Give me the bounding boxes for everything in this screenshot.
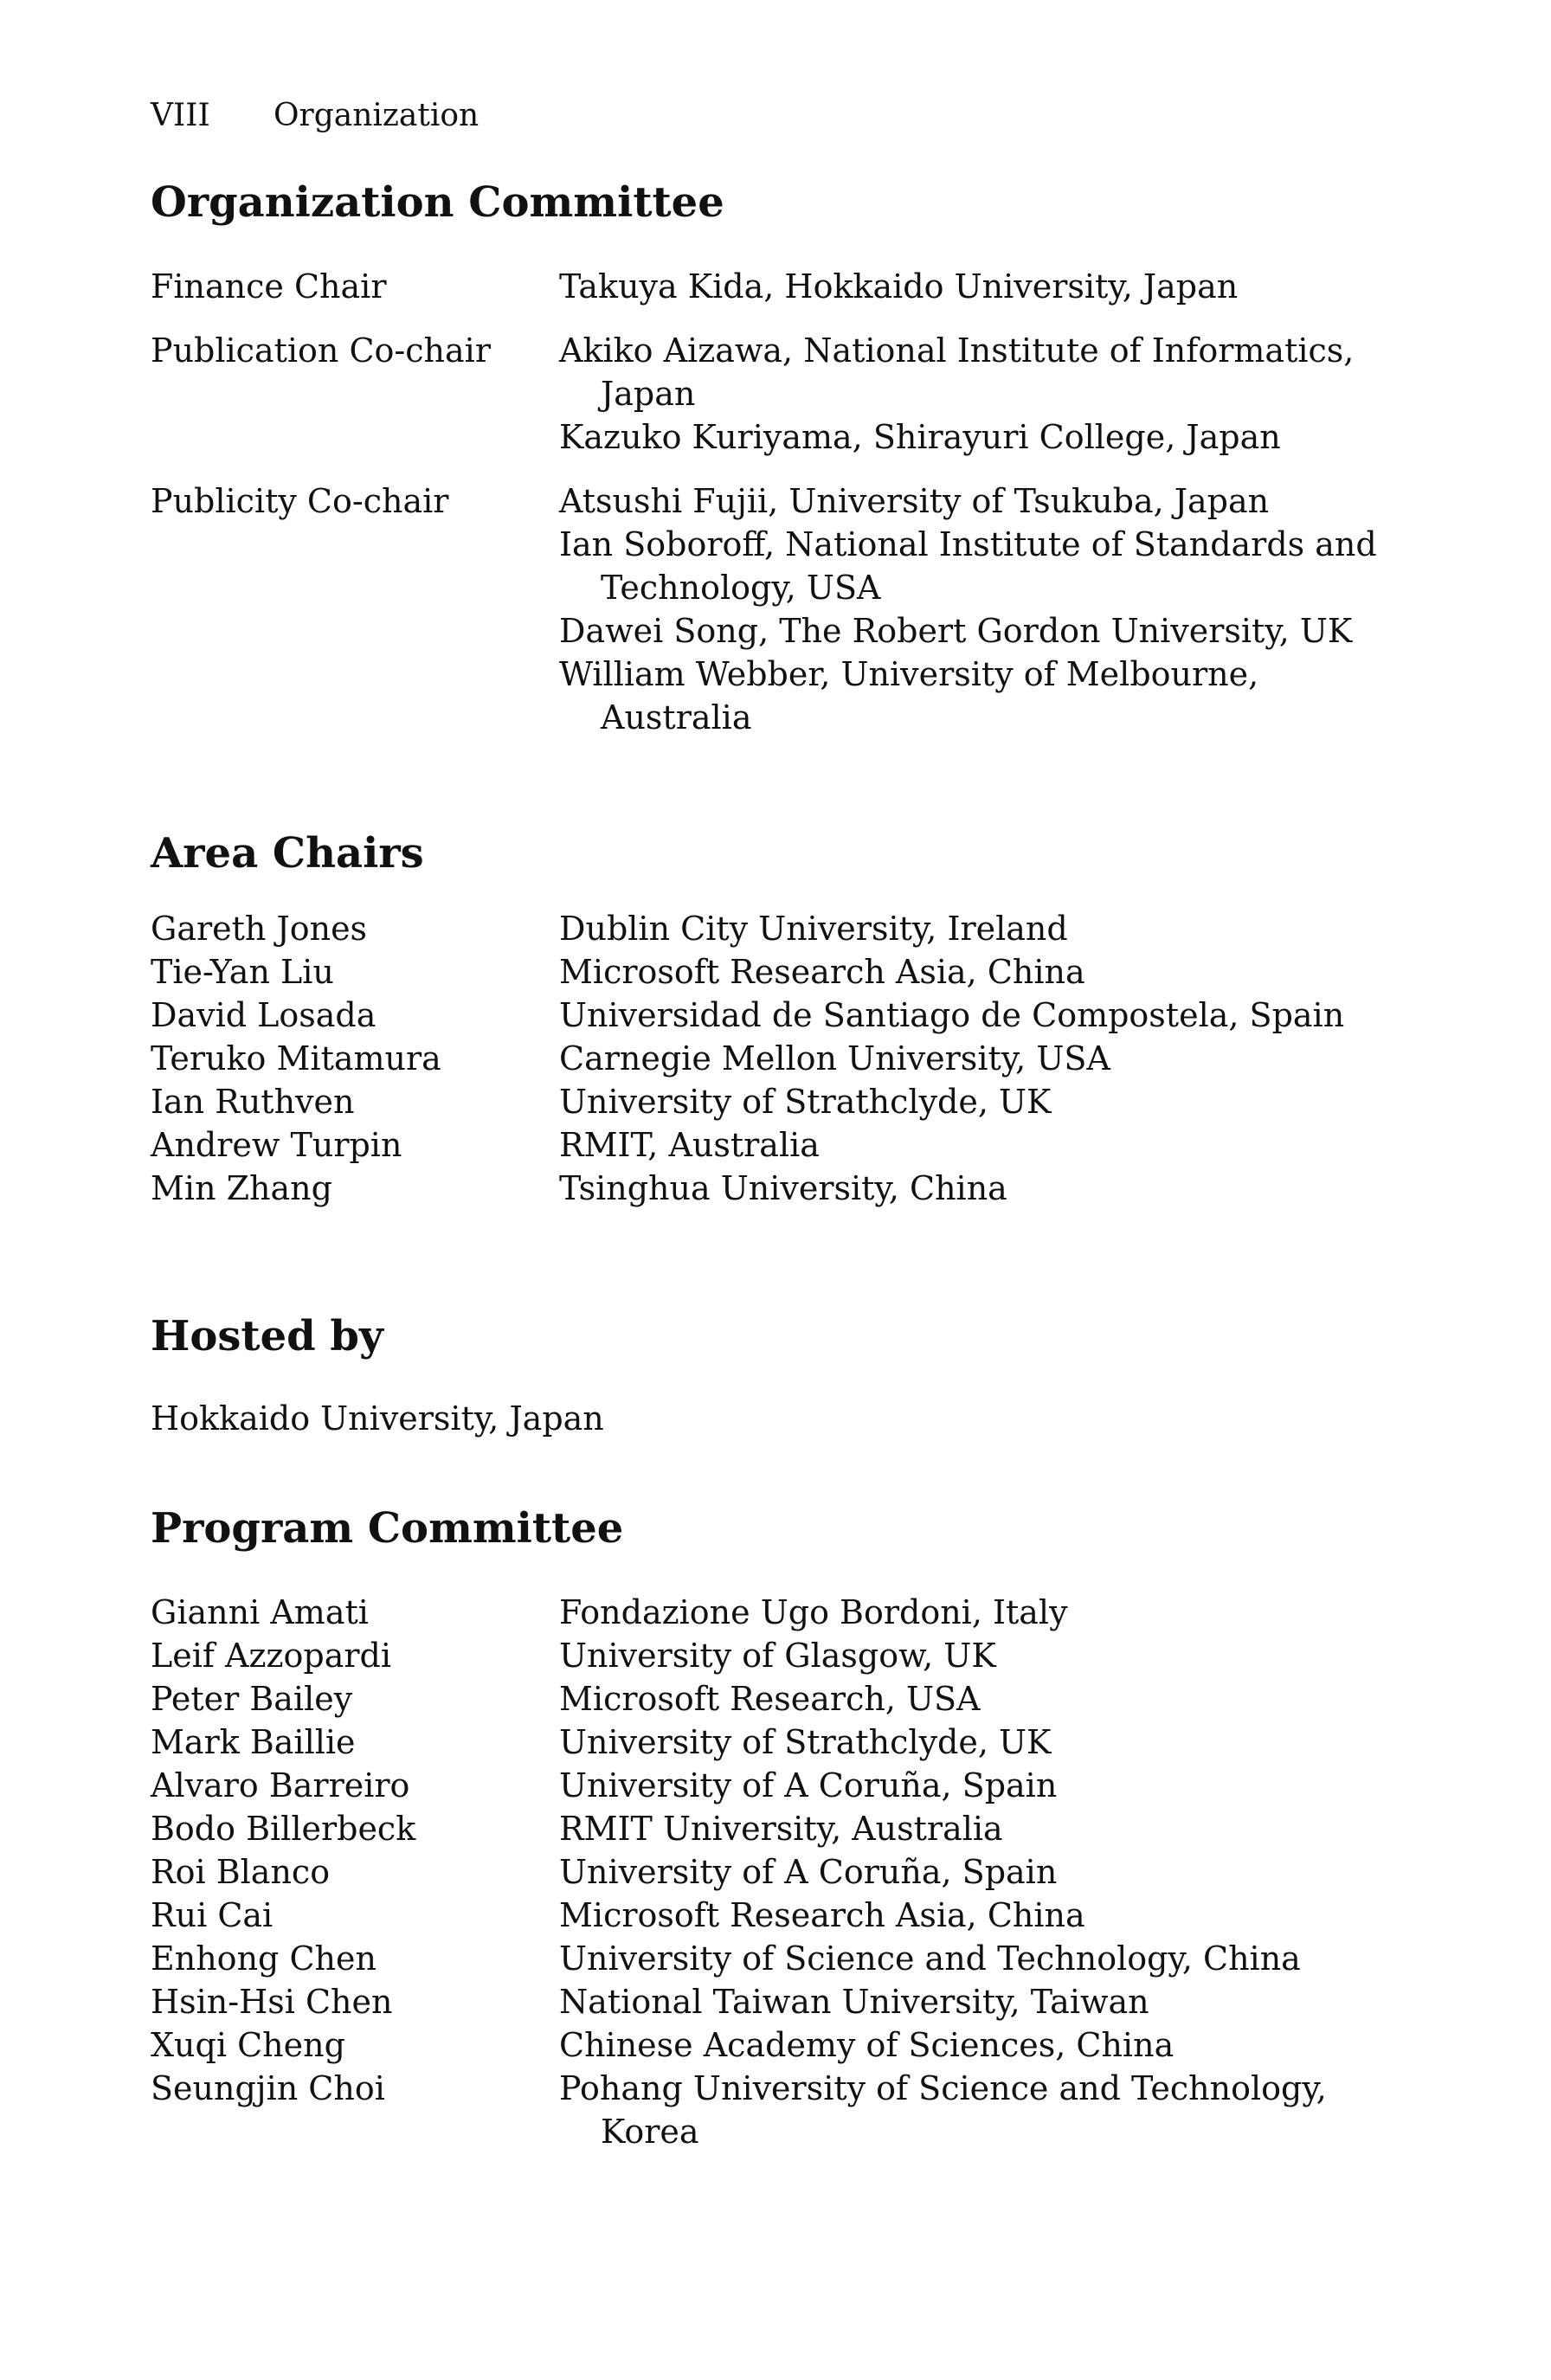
area-chairs-list (151, 907, 1380, 1210)
member-name: Mark Baillie (151, 1723, 356, 1761)
member-name: Peter Bailey (151, 1680, 353, 1718)
list-item (151, 994, 1380, 1037)
member-name: Rui Cai (151, 1896, 274, 1934)
member-affiliation: Microsoft Research, USA (559, 1680, 981, 1718)
chair-name: Min Zhang (151, 1169, 332, 1207)
chair-name: Ian Ruthven (151, 1083, 355, 1121)
member-affiliation: University of Strathclyde, UK (559, 1723, 1052, 1761)
member-name: Hsin-Hsi Chen (151, 1983, 393, 2021)
list-item (151, 1123, 1380, 1167)
list-item (151, 1980, 1380, 2023)
member-affiliation: University of Glasgow, UK (559, 1637, 996, 1675)
chair-affiliation: University of Strathclyde, UK (559, 1083, 1052, 1121)
list-item (151, 1591, 1380, 1634)
member-name: Xuqi Cheng (151, 2026, 345, 2064)
member-affiliation: University of A Coruña, Spain (559, 1853, 1058, 1891)
member-affiliation: RMIT University, Australia (559, 1810, 1003, 1848)
list-item (151, 1167, 1380, 1210)
list-item (151, 1894, 1380, 1937)
list-item (151, 950, 1380, 994)
member-entry: Takuya Kida, Hokkaido University, Japan (559, 267, 1239, 306)
committee-role-row (151, 265, 1380, 308)
role-label: Publication Co-chair (151, 331, 491, 370)
member-affiliation: University of A Coruña, Spain (559, 1766, 1058, 1804)
list-item (151, 1764, 1380, 1807)
hosted-by-heading: Hosted by (151, 1312, 383, 1360)
member-entry: Dawei Song, The Robert Gordon University, UK (559, 612, 1353, 650)
chair-affiliation: Tsinghua University, China (559, 1169, 1007, 1207)
chair-affiliation: Dublin City University, Ireland (559, 910, 1068, 948)
list-item (151, 1850, 1380, 1894)
member-name: Seungjin Choi (151, 2069, 385, 2107)
role-label: Finance Chair (151, 267, 387, 306)
member-name: Roi Blanco (151, 1853, 331, 1891)
chair-name: David Losada (151, 996, 376, 1034)
member-affiliation: Pohang University of Science and Technology, Korea (559, 2069, 1327, 2151)
chair-name: Teruko Mitamura (151, 1039, 441, 1077)
member-affiliation: Fondazione Ugo Bordoni, Italy (559, 1593, 1068, 1631)
member-affiliation: Microsoft Research Asia, China (559, 1896, 1085, 1934)
member-entry: Kazuko Kuriyama, Shirayuri College, Japan (559, 418, 1281, 456)
member-affiliation: Chinese Academy of Sciences, China (559, 2026, 1175, 2064)
chair-affiliation: Universidad de Santiago de Compostela, Spain (559, 996, 1345, 1034)
chair-affiliation: Carnegie Mellon University, USA (559, 1039, 1110, 1077)
chair-name: Gareth Jones (151, 910, 368, 948)
member-name: Enhong Chen (151, 1939, 376, 1978)
member-entry: Ian Soboroff, National Institute of Standards and Technology, USA (559, 525, 1377, 607)
page-number: VIII (151, 98, 210, 133)
member-name: Alvaro Barreiro (151, 1766, 410, 1804)
host-institution: Hokkaido University, Japan (151, 1399, 604, 1438)
chair-affiliation: Microsoft Research Asia, China (559, 953, 1085, 991)
member-entry: Akiko Aizawa, National Institute of Informatics, Japan (559, 331, 1355, 413)
organization-committee-heading: Organization Committee (151, 178, 724, 227)
program-committee-heading: Program Committee (151, 1504, 624, 1553)
member-name: Leif Azzopardi (151, 1637, 392, 1675)
list-item (151, 1937, 1380, 1980)
list-item (151, 1037, 1380, 1080)
chair-affiliation: RMIT, Australia (559, 1126, 820, 1164)
program-committee-list (151, 1591, 1380, 2153)
list-item (151, 1677, 1380, 1721)
area-chairs-heading: Area Chairs (151, 829, 424, 878)
list-item (151, 1634, 1380, 1677)
chair-name: Tie-Yan Liu (151, 953, 334, 991)
member-entry: Atsushi Fujii, University of Tsukuba, Japan (559, 482, 1270, 520)
member-name: Bodo Billerbeck (151, 1810, 416, 1848)
list-item (151, 2023, 1380, 2067)
committee-role-row (151, 479, 1380, 739)
list-item (151, 2067, 1380, 2153)
list-item (151, 1807, 1380, 1850)
list-item (151, 1721, 1380, 1764)
committee-role-row (151, 329, 1380, 459)
member-affiliation: National Taiwan University, Taiwan (559, 1983, 1149, 2021)
organization-committee-list (151, 265, 1380, 739)
running-title: Organization (274, 98, 479, 133)
member-entry: William Webber, University of Melbourne, Australia (559, 655, 1259, 737)
chair-name: Andrew Turpin (151, 1126, 402, 1164)
role-label: Publicity Co-chair (151, 482, 449, 520)
list-item (151, 1080, 1380, 1123)
list-item (151, 907, 1380, 950)
member-name: Gianni Amati (151, 1593, 369, 1631)
running-head (151, 95, 479, 137)
member-affiliation: University of Science and Technology, China (559, 1939, 1301, 1978)
